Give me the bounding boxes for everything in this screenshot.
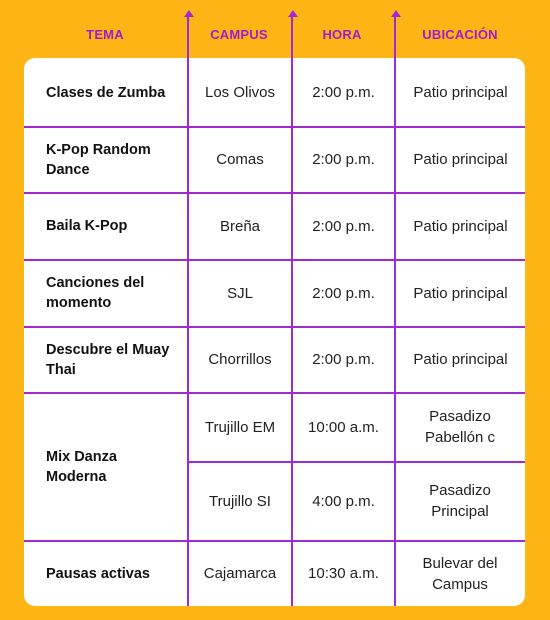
table-cell-ubicacion: Pasadizo Principal bbox=[429, 482, 491, 520]
table-cell-campus: Chorrillos bbox=[208, 351, 272, 368]
table-cell-ubicacion: Patio principal bbox=[413, 351, 508, 368]
table-row-tema: Baila K-Pop bbox=[46, 218, 128, 234]
table-cell-campus: Trujillo EM bbox=[204, 418, 276, 436]
arrow-up-icon bbox=[288, 10, 298, 17]
header-ubicacion: UBICACIÓN bbox=[422, 27, 498, 42]
table-cell-ubicacion: Patio principal bbox=[413, 217, 508, 235]
arrow-up-icon bbox=[391, 10, 401, 17]
arrow-up-icon bbox=[184, 10, 194, 17]
table-cell-hora: 10:30 a.m. bbox=[308, 565, 379, 582]
table-cell-hora: 2:00 p.m. bbox=[312, 351, 375, 368]
table-row-tema: Descubre el Muay Thai bbox=[46, 341, 170, 378]
table-cell-campus: Comas bbox=[216, 151, 264, 168]
table-cell-campus: SJL bbox=[227, 284, 253, 302]
table-row-tema: K-Pop Random Dance bbox=[46, 141, 151, 178]
table-cell-ubicacion: Patio principal bbox=[413, 151, 508, 168]
table-cell-campus: Breña bbox=[219, 217, 261, 235]
header-hora: HORA bbox=[322, 27, 362, 42]
table-cell-hora: 2:00 p.m. bbox=[312, 217, 375, 235]
table-cell-hora: 10:00 a.m. bbox=[308, 418, 379, 436]
table-cell-hora: 2:00 p.m. bbox=[312, 284, 375, 302]
table-cell-ubicacion: Bulevar del Campus bbox=[422, 554, 498, 593]
table-cell-campus: Cajamarca bbox=[203, 565, 277, 582]
table-row-tema: Mix Danza Moderna bbox=[46, 448, 117, 485]
header-tema: TEMA bbox=[86, 27, 124, 42]
table-row-tema: Pausas activas bbox=[46, 565, 150, 582]
table-cell-campus: Los Olivos bbox=[204, 84, 276, 101]
table-cell-ubicacion: Patio principal bbox=[413, 284, 508, 302]
table-cell-hora: 2:00 p.m. bbox=[312, 151, 375, 168]
table-row-tema: Canciones del momento bbox=[46, 275, 145, 311]
table-cell-ubicacion: Pasadizo Pabellón c bbox=[424, 408, 496, 446]
table-cell-hora: 2:00 p.m. bbox=[312, 84, 375, 101]
table-cell-campus: Trujillo SI bbox=[209, 492, 271, 510]
header-campus: CAMPUS bbox=[210, 27, 268, 42]
table-cell-ubicacion: Patio principal bbox=[413, 84, 508, 101]
table-row-tema: Clases de Zumba bbox=[46, 84, 166, 101]
table-cell-hora: 4:00 p.m. bbox=[312, 492, 375, 510]
